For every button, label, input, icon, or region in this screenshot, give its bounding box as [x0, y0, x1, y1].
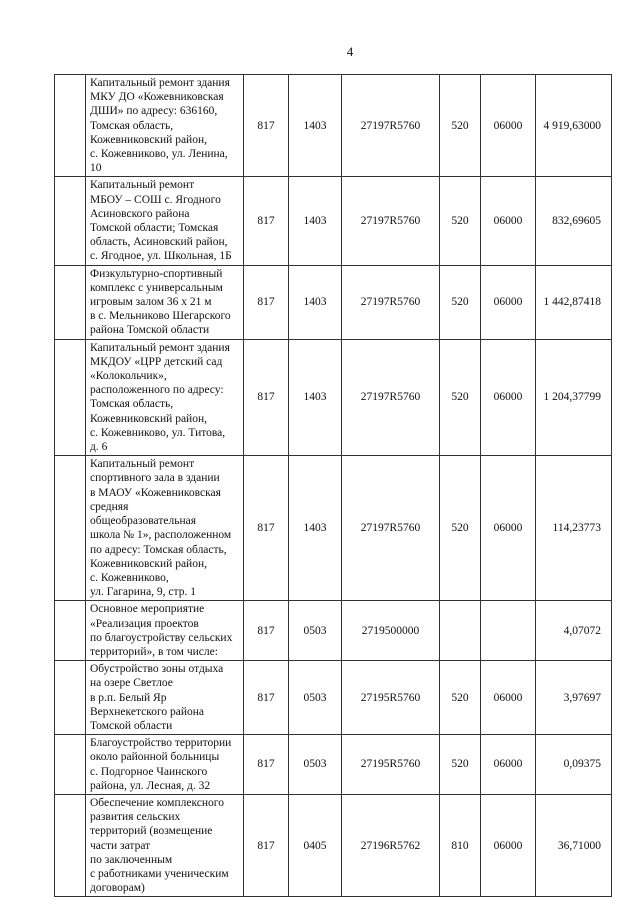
row-number-cell — [55, 75, 86, 177]
expense-type-cell: 520 — [440, 75, 481, 177]
row-number-cell — [55, 735, 86, 795]
table-row — [55, 661, 612, 735]
section-code-cell: 1403 — [289, 339, 342, 456]
page-number: 4 — [346, 44, 354, 59]
amount-cell: 36,71000 — [536, 794, 612, 896]
expense-type-cell: 520 — [440, 735, 481, 795]
description-cell: Физкультурно-спортивный комплекс с универсальным игровым залом 36 х 21 м в с. Мельниково Шегарского района Томской области — [86, 265, 244, 339]
table-row — [55, 456, 612, 601]
ministry-code-cell: 817 — [244, 75, 289, 177]
expense-type-cell: 520 — [440, 661, 481, 735]
ministry-code-cell: 817 — [244, 339, 289, 456]
row-number-cell — [55, 601, 86, 661]
code-cell: 06000 — [481, 661, 536, 735]
expense-type-cell: 520 — [440, 177, 481, 265]
ministry-code-cell: 817 — [244, 265, 289, 339]
ministry-code-cell: 817 — [244, 735, 289, 795]
code-cell: 06000 — [481, 265, 536, 339]
target-article-cell: 27197R5760 — [342, 75, 440, 177]
description-cell: Обустройство зоны отдыха на озере Светлое в р.п. Белый Яр Верхнекетского района Томской области — [86, 661, 244, 735]
target-article-cell: 27197R5760 — [342, 456, 440, 601]
ministry-code-cell: 817 — [244, 661, 289, 735]
ministry-code-cell: 817 — [244, 456, 289, 601]
code-cell: 06000 — [481, 456, 536, 601]
description-cell: Капитальный ремонт МБОУ – СОШ с. Ягодного Асиновского района Томской области; Томская область, Асиновский район, с. Ягодное, ул. Школьная, 1Б — [86, 177, 244, 265]
amount-cell: 0,09375 — [536, 735, 612, 795]
expense-type-cell: 520 — [440, 339, 481, 456]
code-cell — [481, 601, 536, 661]
description-cell: Благоустройство территории около районной больницы с. Подгорное Чаинского района, ул. Лесная, д. 32 — [86, 735, 244, 795]
code-cell: 06000 — [481, 735, 536, 795]
amount-cell: 1 204,37799 — [536, 339, 612, 456]
target-article-cell: 27197R5760 — [342, 339, 440, 456]
target-article-cell: 27196R5762 — [342, 794, 440, 896]
table-row — [55, 265, 612, 339]
code-cell: 06000 — [481, 177, 536, 265]
expense-type-cell: 520 — [440, 456, 481, 601]
ministry-code-cell: 817 — [244, 794, 289, 896]
expense-type-cell: 810 — [440, 794, 481, 896]
description-cell: Капитальный ремонт здания МКУ ДО «Кожевниковская ДШИ» по адресу: 636160, Томская область, Кожевниковский район, с. Кожевниково, ул. Ленина, 10 — [86, 75, 244, 177]
row-number-cell — [55, 339, 86, 456]
amount-cell: 1 442,87418 — [536, 265, 612, 339]
section-code-cell: 0503 — [289, 601, 342, 661]
amount-cell: 832,69605 — [536, 177, 612, 265]
description-cell: Капитальный ремонт спортивного зала в здании в МАОУ «Кожевниковская средняя общеобразовательная школа № 1», расположенном по адресу: Томская область, Кожевниковский район, с. Кожевниково, ул. Гагарина, 9, стр. 1 — [86, 456, 244, 601]
target-article-cell: 27197R5760 — [342, 265, 440, 339]
code-cell: 06000 — [481, 794, 536, 896]
description-cell: Капитальный ремонт здания МКДОУ «ЦРР детский сад «Колокольчик», расположенного по адресу: Томская область, Кожевниковский район, с. Кожевниково, ул. Титова, д. 6 — [86, 339, 244, 456]
budget-table — [54, 74, 612, 897]
row-number-cell — [55, 265, 86, 339]
section-code-cell: 1403 — [289, 177, 342, 265]
ministry-code-cell: 817 — [244, 601, 289, 661]
table-body — [55, 75, 612, 897]
table-row — [55, 794, 612, 896]
amount-cell: 3,97697 — [536, 661, 612, 735]
target-article-cell: 2719500000 — [342, 601, 440, 661]
row-number-cell — [55, 661, 86, 735]
amount-cell: 114,23773 — [536, 456, 612, 601]
target-article-cell: 27195R5760 — [342, 735, 440, 795]
section-code-cell: 1403 — [289, 456, 342, 601]
section-code-cell: 1403 — [289, 75, 342, 177]
section-code-cell: 0503 — [289, 661, 342, 735]
row-number-cell — [55, 177, 86, 265]
expense-type-cell: 520 — [440, 265, 481, 339]
description-cell: Основное мероприятие «Реализация проектов по благоустройству сельских территорий», в том числе: — [86, 601, 244, 661]
table-row — [55, 177, 612, 265]
row-number-cell — [55, 456, 86, 601]
amount-cell: 4 919,63000 — [536, 75, 612, 177]
section-code-cell: 1403 — [289, 265, 342, 339]
code-cell: 06000 — [481, 75, 536, 177]
expense-type-cell — [440, 601, 481, 661]
section-code-cell: 0503 — [289, 735, 342, 795]
code-cell: 06000 — [481, 339, 536, 456]
row-number-cell — [55, 794, 86, 896]
target-article-cell: 27195R5760 — [342, 661, 440, 735]
target-article-cell: 27197R5760 — [342, 177, 440, 265]
table-row — [55, 75, 612, 177]
amount-cell: 4,07072 — [536, 601, 612, 661]
section-code-cell: 0405 — [289, 794, 342, 896]
ministry-code-cell: 817 — [244, 177, 289, 265]
table-row — [55, 339, 612, 456]
table-row — [55, 735, 612, 795]
description-cell: Обеспечение комплексного развития сельских территорий (возмещение части затрат по заключенным с работниками ученическим договорам) — [86, 794, 244, 896]
table-row — [55, 601, 612, 661]
